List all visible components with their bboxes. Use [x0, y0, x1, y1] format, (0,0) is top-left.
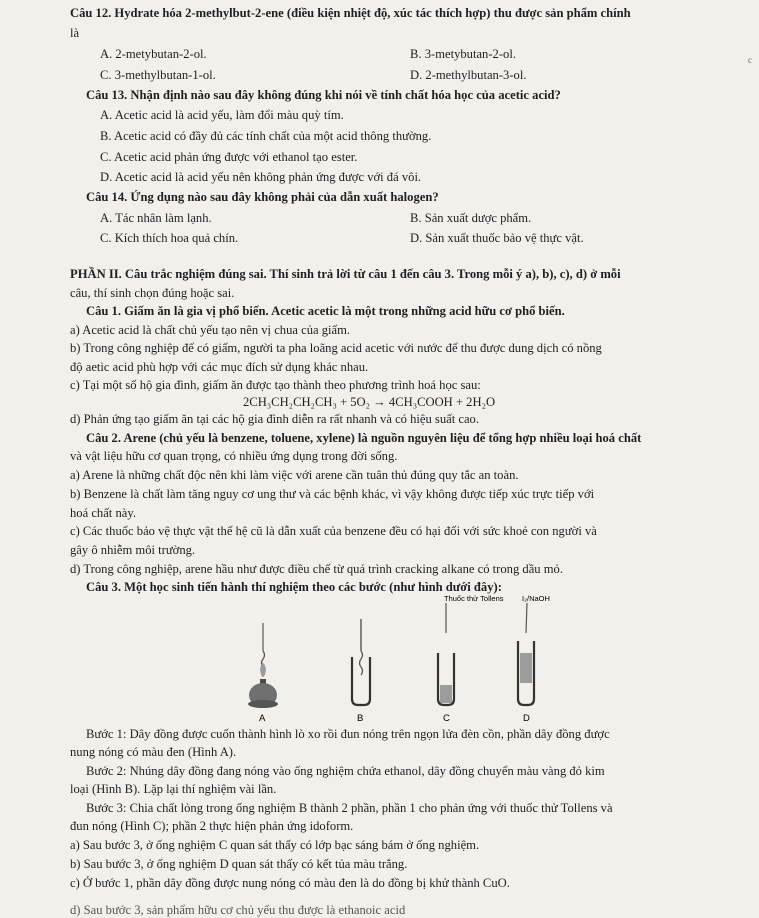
- apparatus-b: [352, 619, 370, 724]
- q12-option-c: C. 3-methylbutan-1-ol.: [100, 68, 216, 82]
- p3-step2: Bước 2: Nhúng dây đồng đang nóng vào ống nghiệm chứa ethanol, dây đồng chuyển màu vàng đỏ kim: [86, 764, 605, 778]
- p1-stem: Câu 1. Giấm ăn là gia vị phổ biến. Acetic acetic là một trong những acid hữu cơ phổ biến.: [86, 304, 565, 318]
- p2-stem: Câu 2. Arene (chủ yếu là benzene, toluene, xylene) là nguồn nguyên liệu để tổng hợp nhiều loại hoá chất: [86, 431, 642, 445]
- p1-item-a: a) Acetic acid là chất chủ yếu tạo nên vị chua của giấm.: [70, 323, 351, 337]
- figure-label-c: C: [443, 713, 450, 724]
- p2-item-c: c) Các thuốc bảo vệ thực vật thế hệ cũ là dẫn xuất của benzene đều có hại đối với sức khoẻ con người và: [70, 524, 597, 538]
- part2-header: PHẦN II. Câu trắc nghiệm đúng sai. Thí sinh trả lời từ câu 1 đến câu 3. Trong mỗi ý a), b), c), d) ở mỗi: [70, 267, 621, 281]
- q14-option-a: A. Tác nhân làm lạnh.: [100, 211, 212, 225]
- p1-item-c: c) Tại một số hộ gia đình, giấm ăn được tạo thành theo phương trình hoá học sau:: [70, 378, 481, 392]
- q12-stem: Câu 12. Hydrate hóa 2-methylbut-2-ene (điều kiện nhiệt độ, xúc tác thích hợp) thu được sản phẩm chính: [70, 6, 631, 20]
- p2-item-b: b) Benzene là chất làm tăng nguy cơ ung thư và các bệnh khác, vì vậy không được tiếp xúc trực tiếp với: [70, 487, 595, 501]
- p3-step3-cont: đun nóng (Hình C); phần 2 thực hiện phản ứng idoform.: [70, 819, 354, 833]
- p3-item-a: a) Sau bước 3, ở ống nghiệm C quan sát thấy có lớp bạc sáng bám ở ống nghiệm.: [70, 838, 480, 852]
- figure-label-b: B: [357, 713, 364, 724]
- p3-step3: Bước 3: Chia chất lỏng trong ống nghiệm B thành 2 phần, phần 1 cho phản ứng với thuốc thử Tollens và: [86, 801, 613, 815]
- p1-item-d: d) Phản ứng tạo giấm ăn tại các hộ gia đình diễn ra rất nhanh và có hiệu suất cao.: [70, 412, 479, 426]
- q13-option-d: D. Acetic acid là acid yếu nên không phản ứng được với đá vôi.: [100, 170, 422, 184]
- p3-step1: Bước 1: Dây đồng được cuốn thành hình lò xo rồi đun nóng trên ngọn lửa đèn cồn, phần dây đồng được: [86, 727, 610, 741]
- p3-stem: Câu 3. Một học sinh tiến hành thí nghiệm theo các bước (như hình dưới đây):: [86, 580, 502, 594]
- q12-stem-cont: là: [70, 26, 80, 40]
- experiment-diagram: [240, 593, 560, 725]
- part2-header-cont: câu, thí sinh chọn đúng hoặc sai.: [70, 286, 235, 300]
- apparatus-a: [248, 623, 278, 724]
- p2-item-a: a) Arene là những chất độc nên khi làm việc với arene cần tuân thủ đúng quy tắc an toàn.: [70, 468, 519, 482]
- q14-option-c: C. Kích thích hoa quả chín.: [100, 231, 239, 245]
- q13-option-c: C. Acetic acid phản ứng được với ethanol tạo ester.: [100, 150, 358, 164]
- apparatus-d: [518, 603, 534, 724]
- p3-item-d-partial: d) Sau bước 3, sản phẩm hữu cơ chủ yếu thu được là ethanoic acid: [70, 903, 406, 917]
- margin-mark: c: [748, 55, 752, 65]
- q12-option-b: B. 3-metybutan-2-ol.: [410, 47, 516, 61]
- q12-option-a: A. 2-metybutan-2-ol.: [100, 47, 207, 61]
- q14-option-d: D. Sản xuất thuốc bảo vệ thực vật.: [410, 231, 584, 245]
- figure-label-a: A: [259, 713, 266, 724]
- q14-stem: Câu 14. Ứng dụng nào sau đây không phải của dẫn xuất halogen?: [86, 190, 439, 204]
- p1-equation: 2CH₃CH₂CH₂CH₃ + 5O₂ → 4CH₃COOH + 2H₂O: [243, 395, 496, 409]
- p2-item-b-cont: hoá chất này.: [70, 506, 136, 520]
- q13-stem: Câu 13. Nhận định nào sau đây không đúng khi nói về tính chất hóa học của acetic acid?: [86, 88, 561, 102]
- p2-item-d: d) Trong công nghiệp, arene hầu như được điều chế từ quá trình cracking alkane có trong dầu mỏ.: [70, 562, 563, 576]
- p3-step1-cont: nung nóng có màu đen (Hình A).: [70, 745, 237, 759]
- label-tollens: Thuốc thử Tollens: [444, 594, 504, 603]
- q14-option-b: B. Sản xuất dược phẩm.: [410, 211, 532, 225]
- label-naoh: I₂/NaOH: [522, 594, 550, 603]
- p1-item-b-cont: độ aetic acid phù hợp với các mục đích sử dụng khác nhau.: [70, 360, 369, 374]
- q12-option-d: D. 2-methylbutan-3-ol.: [410, 68, 527, 82]
- p2-stem-cont: và vật liệu hữu cơ quan trọng, có nhiều ứng dụng trong đời sống.: [70, 449, 398, 463]
- q13-option-a: A. Acetic acid là acid yếu, làm đổi màu quỳ tím.: [100, 108, 344, 122]
- p2-item-c-cont: gây ô nhiễm môi trường.: [70, 543, 196, 557]
- p3-item-c: c) Ở bước 1, phần dây đồng được nung nóng có màu đen là do đồng bị khử thành CuO.: [70, 876, 510, 890]
- figure-label-d: D: [523, 713, 530, 724]
- p3-item-b: b) Sau bước 3, ở ống nghiệm D quan sát thấy có kết tủa màu trắng.: [70, 857, 408, 871]
- experiment-figure: [240, 593, 560, 725]
- q13-option-b: B. Acetic acid có đầy đủ các tính chất của một acid thông thường.: [100, 129, 432, 143]
- apparatus-c: [438, 603, 454, 724]
- p3-step2-cont: loại (Hình B). Lặp lại thí nghiệm vài lần.: [70, 782, 277, 796]
- p1-item-b: b) Trong công nghiệp để có giấm, người ta pha loãng acid acetic với nước để thu được dung dịch có nồng: [70, 341, 602, 355]
